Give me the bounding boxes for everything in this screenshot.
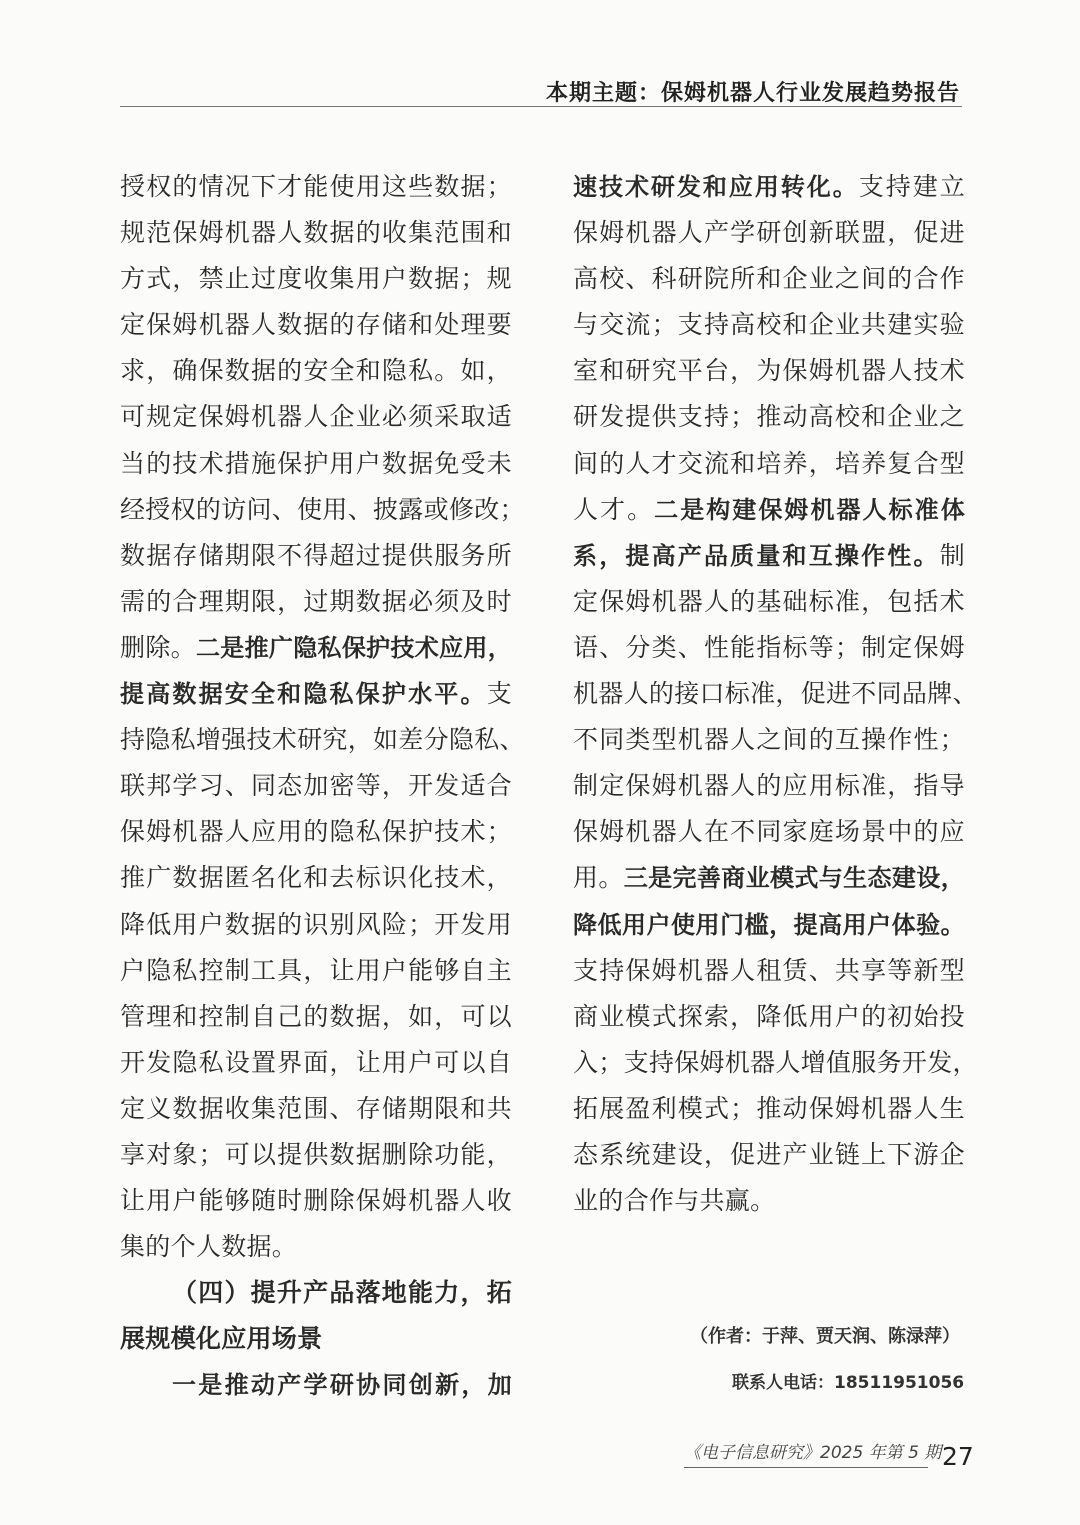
bold-text-segment: 展规模化应用场景 [120, 1324, 323, 1354]
text-segment: 商业模式探索，降低用户的初始投 [573, 1001, 965, 1031]
bold-text-segment: （四）提升产品落地能力，拓 [172, 1278, 512, 1308]
text-line [120, 763, 512, 809]
text-segment: 态系统建设，促进产业链上下游企 [573, 1139, 965, 1169]
text-line [573, 809, 965, 855]
text-line [120, 1040, 512, 1086]
text-segment: 删除。 [120, 632, 196, 662]
text-segment: 推广数据匿名化和去标识化技术， [120, 863, 512, 893]
text-segment: 机器人的接口标准，促进不同品牌、 [573, 679, 978, 709]
bold-text-segment: 二是推广隐私保护技术应用， [195, 633, 513, 662]
text-line [120, 256, 512, 302]
text-line [120, 625, 512, 671]
text-segment: 支持建立 [858, 172, 965, 201]
text-segment: 支持保姆机器人租赁、共享等新型 [573, 955, 965, 985]
article-column-right [573, 164, 978, 1224]
text-line [573, 302, 965, 348]
text-segment: 与交流；支持高校和企业共建实验 [573, 310, 965, 340]
text-line [120, 809, 512, 855]
bold-text-segment: 速技术研发和应用转化。 [573, 173, 859, 201]
text-line [120, 579, 512, 625]
text-segment: 高校、科研院所和企业之间的合作 [573, 264, 965, 294]
text-segment: 管理和控制自己的数据，如，可以 [120, 1001, 512, 1031]
text-segment: 需的合理期限，过期数据必须及时 [120, 586, 512, 616]
text-segment: 经授权的访问、使用、披露或修改； [120, 494, 525, 524]
text-segment: 人才。 [573, 494, 655, 524]
text-segment: 联邦学习、同态加密等，开发适合 [120, 771, 512, 801]
header-divider [120, 106, 962, 107]
text-segment: 保姆机器人产学研创新联盟，促进 [573, 218, 965, 248]
text-line [573, 579, 965, 625]
text-segment: 定保姆机器人数据的存储和处理要 [120, 310, 512, 340]
text-segment: 不同类型机器人之间的互操作性； [573, 725, 965, 755]
text-line [120, 394, 512, 440]
text-line [573, 348, 965, 394]
text-line [573, 671, 978, 717]
text-line [573, 1132, 965, 1178]
text-line [573, 994, 965, 1040]
text-segment: 集的个人数据。 [120, 1232, 298, 1262]
text-segment: 持隐私增强技术研究，如差分隐私、 [120, 725, 525, 755]
text-segment: 数据存储期限不得超过提供服务所 [120, 540, 512, 570]
text-segment: 保姆机器人应用的隐私保护技术； [120, 817, 512, 847]
text-segment: 享对象；可以提供数据删除功能， [120, 1139, 512, 1169]
text-line [120, 1086, 512, 1132]
text-segment: 支 [486, 679, 512, 709]
text-line [573, 625, 965, 671]
text-segment: 降低用户数据的识别风险；开发用 [120, 909, 512, 939]
text-line [120, 164, 512, 210]
text-line [120, 671, 512, 717]
text-segment: 间的人才交流和培养，培养复合型 [573, 448, 965, 478]
text-line [120, 1316, 512, 1362]
contact-phone: 联系人电话：18511951056 [732, 1373, 965, 1393]
text-segment: 制 [939, 540, 965, 570]
bold-text-segment: 系，提高产品质量和互操作性。 [573, 541, 940, 570]
text-segment: 研发提供支持；推动高校和企业之 [573, 402, 965, 432]
text-line [573, 1086, 965, 1132]
text-line [120, 1132, 512, 1178]
text-segment: 授权的情况下才能使用这些数据； [120, 172, 512, 201]
text-segment: 当的技术措施保护用户数据免受未 [120, 448, 512, 478]
text-line [573, 210, 965, 256]
text-line [120, 717, 525, 763]
text-line [120, 1224, 512, 1270]
text-segment: 开发隐私设置界面，让用户可以自 [120, 1047, 512, 1077]
bold-text-segment: 降低用户使用门槛，提高用户体验。 [573, 910, 965, 939]
text-segment: 规范保姆机器人数据的收集范围和 [120, 218, 512, 248]
text-line [573, 763, 965, 809]
text-segment: 业的合作与共赢。 [573, 1186, 776, 1216]
text-segment: 用。 [573, 863, 624, 893]
text-segment: 定保姆机器人的基础标准，包括术 [573, 586, 965, 616]
text-line [573, 855, 965, 901]
text-line [120, 948, 512, 994]
text-segment: 入；支持保姆机器人增值服务开发， [573, 1047, 978, 1077]
text-line [120, 533, 512, 579]
text-segment: 方式，禁止过度收集用户数据；规 [120, 264, 512, 294]
text-line [120, 210, 512, 256]
bold-text-segment: 二是构建保姆机器人标准体 [654, 495, 965, 524]
text-line [573, 902, 965, 948]
text-line [573, 1178, 965, 1224]
text-segment: 室和研究平台，为保姆机器人技术 [573, 356, 965, 386]
text-line [573, 256, 965, 302]
text-segment: 让用户能够随时删除保姆机器人收 [120, 1186, 512, 1216]
text-line [120, 994, 512, 1040]
text-line [573, 164, 965, 210]
bold-text-segment: 一是推动产学研协同创新，加 [172, 1371, 512, 1400]
bold-text-segment: 提高数据安全和隐私保护水平。 [120, 680, 487, 709]
journal-footer: 《电子信息研究》2025 年第 5 期 [684, 1438, 928, 1468]
text-line [573, 394, 965, 440]
text-line [120, 902, 512, 948]
text-line [120, 855, 512, 901]
text-line [120, 302, 512, 348]
text-line [573, 441, 965, 487]
text-line [573, 717, 965, 763]
text-segment: 制定保姆机器人的应用标准，指导 [573, 771, 965, 801]
text-segment: 定义数据收集范围、存储期限和共 [120, 1093, 512, 1123]
text-line [120, 487, 525, 533]
author-line: （作者：于萍、贾天润、陈渌萍） [690, 1326, 960, 1347]
article-column-left [120, 164, 525, 1409]
text-line [573, 1040, 978, 1086]
text-segment: 拓展盈利模式；推动保姆机器人生 [573, 1093, 965, 1123]
text-segment: 求，确保数据的安全和隐私。如， [120, 356, 512, 386]
text-line [573, 533, 965, 579]
text-segment: 可规定保姆机器人企业必须采取适 [120, 402, 512, 432]
text-line [573, 487, 965, 533]
text-line [120, 348, 512, 394]
text-segment: 保姆机器人在不同家庭场景中的应 [573, 817, 965, 847]
text-line [120, 1178, 512, 1224]
text-line [120, 1362, 512, 1408]
text-line [573, 948, 965, 994]
text-segment: 语、分类、性能指标等；制定保姆 [573, 632, 965, 662]
text-segment: 户隐私控制工具，让用户能够自主 [120, 955, 512, 985]
page-number: 27 [942, 1442, 974, 1471]
text-line [120, 441, 512, 487]
running-header-title: 本期主题：保姆机器人行业发展趋势报告 [545, 81, 960, 106]
bold-text-segment: 三是完善商业模式与生态建设， [623, 864, 965, 893]
text-line [120, 1270, 512, 1316]
